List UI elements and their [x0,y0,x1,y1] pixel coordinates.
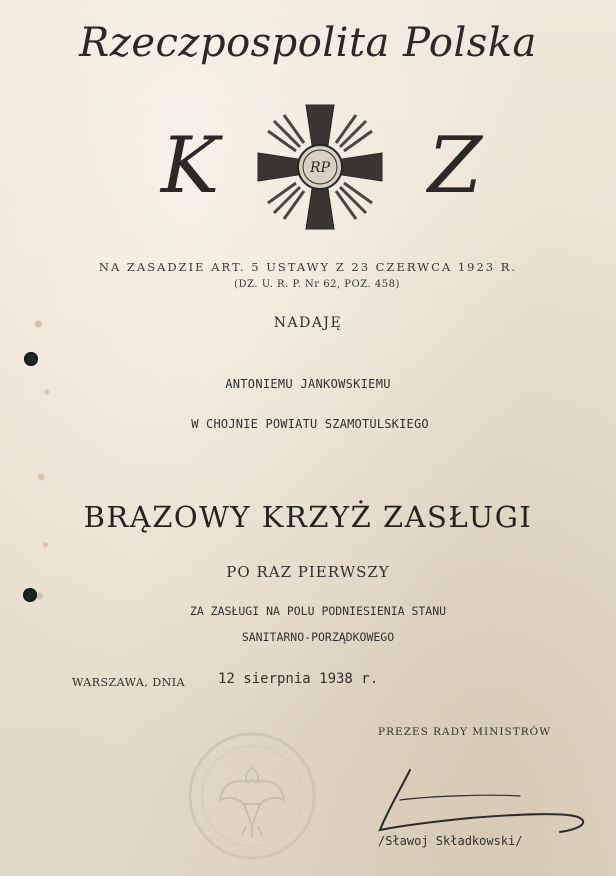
punch-hole-bottom [23,588,37,602]
signer-name: /Sławoj Składkowski/ [378,834,523,848]
monogram-z: Z [427,121,483,211]
merit-line-1: ZA ZASŁUGI NA POLU PODNIESIENIA STANU [189,604,447,618]
eagle-icon [220,768,284,838]
punch-hole-top [24,352,38,366]
recipient-name: ANTONIEMU JANKOWSKIEMU [225,377,391,391]
embossed-seal [182,726,322,866]
award-occurrence: PO RAZ PIERWSZY [226,563,390,581]
legal-reference: (DZ. U. R. P. Nr 62, POZ. 458) [234,279,400,290]
issue-date: 12 sierpnia 1938 r. [218,671,379,687]
merit-line-2: SANITARNO-PORZĄDKOWEGO [241,630,395,644]
signatory-office: PREZES RADY MINISTRÓW [378,726,552,738]
medallion-text: RP [310,160,330,176]
cross-of-merit-emblem [140,92,500,242]
recipient-place: W CHOJNIE POWIATU SZAMOTULSKIEGO [191,417,429,431]
monogram-k: K [160,121,220,211]
document-title: Rzeczpospolita Polska [79,20,537,66]
grant-verb: NADAJĘ [273,315,343,331]
cross-icon [258,105,382,229]
award-title: BRĄZOWY KRZYŻ ZASŁUGI [83,500,533,534]
legal-basis: NA ZASADZIE ART. 5 USTAWY Z 23 CZERWCA 1923 R. [98,260,518,274]
issue-place-label: WARSZAWA, DNIA [72,676,186,689]
